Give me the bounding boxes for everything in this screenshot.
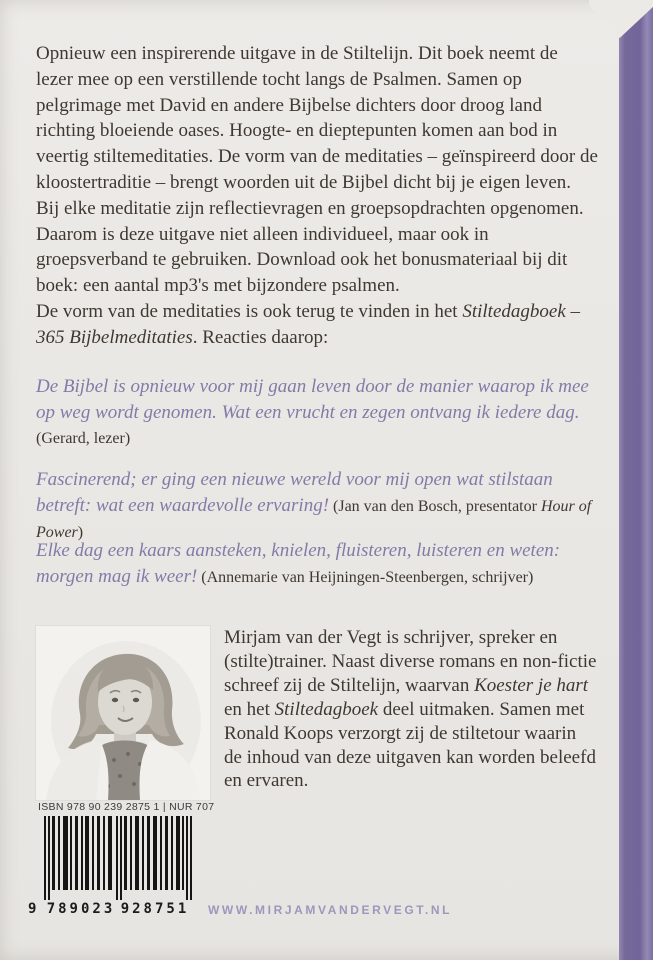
barcode-group-1: 789023 [46, 901, 116, 917]
author-portrait-illustration [36, 626, 210, 800]
author-section [36, 626, 598, 800]
quote-3-text: Elke dag een kaars aansteken, knielen, fluisteren, luisteren en weten: morgen mag ik weer! [36, 540, 561, 587]
spine-strip [619, 0, 653, 960]
isbn-label: ISBN 978 90 239 2875 1 | NUR 707 [38, 801, 215, 813]
series-title: Stiltedagboek – 365 Bijbelmeditaties [36, 301, 581, 348]
series-note-prefix: De vorm van de meditaties is ook terug te vinden in het [36, 301, 463, 322]
quote-2-text: Fascinerend; er ging een nieuwe wereld voor mij open wat stilstaan betreft: wat een waardevolle ervaring! [36, 469, 553, 516]
barcode-group-2: 928751 [120, 901, 190, 917]
quote-2-attr-suffix: ) [77, 524, 84, 542]
reader-quote-2 [36, 467, 598, 546]
series-note-suffix: . Reacties daarop: [192, 326, 329, 348]
bio-book-title-2: Stiltedagboek [274, 698, 379, 720]
ean-barcode [28, 816, 198, 917]
quote-1-attribution: (Gerard, lezer) [36, 430, 131, 448]
quote-2-attr-show-title: Hour of Power [36, 497, 592, 542]
author-bio [224, 626, 598, 800]
bio-part-2: en het [224, 698, 275, 720]
bio-part-1: Mirjam van der Vegt is schrijver, spreker en (stilte)trainer. Naast diverse romans en non-fictie schreef zij de Stiltelijn, waarvan [224, 627, 597, 696]
barcode-lead-digit: 9 [28, 901, 37, 917]
series-note [36, 299, 598, 351]
barcode-digits [28, 901, 198, 917]
barcode-bars [28, 816, 198, 900]
quote-3-attribution: (Annemarie van Heijningen-Steenbergen, schrijver) [197, 568, 534, 586]
bio-part-3: deel uitmaken. Samen met Ronald Koops verzorgt zij de stiltetour waarin de inhoud van deze uitgaven kan worden beleefd en ervaren. [224, 698, 596, 792]
intro-text: Opnieuw een inspirerende uitgave in de Stiltelijn. Dit boek neemt de lezer mee op een verstillende tocht langs de Psalmen. Samen op pelgrimage met David en andere Bijbelse dichters door droog land richting bloeiende oases. Hoogte- en dieptepunten komen aan bod in veertig stiltemeditaties. De vorm van de meditaties – geïnspireerd door de kloostertraditie – brengt woorden uit de Bijbel dicht bij je eigen leven. Bij elke meditatie zijn reflectievragen en groepsopdrachten opgenomen. Daarom is deze uitgave niet alleen individueel, maar ook in groepsverband te gebruiken. Download ook het bonusmateriaal bij dit boek: een aantal mp3's met bijzondere psalmen. [36, 43, 598, 297]
quote-2-attr-prefix: (Jan van den Bosch, presentator [329, 497, 541, 515]
bio-book-title-1: Koester je hart [474, 674, 589, 696]
intro-paragraph [36, 41, 598, 299]
isbn-block [28, 801, 215, 917]
reader-quote-1 [36, 374, 598, 425]
reader-quote-3 [36, 538, 598, 590]
author-photo [36, 626, 210, 800]
website-url: WWW.MIRJAMVANDERVEGT.NL [208, 903, 453, 917]
quote-1-text: De Bijbel is opnieuw voor mij gaan leven door de manier waarop ik mee op weg wordt genomen. Wat een vrucht en zegen ontvang ik iedere dag. [36, 376, 589, 423]
